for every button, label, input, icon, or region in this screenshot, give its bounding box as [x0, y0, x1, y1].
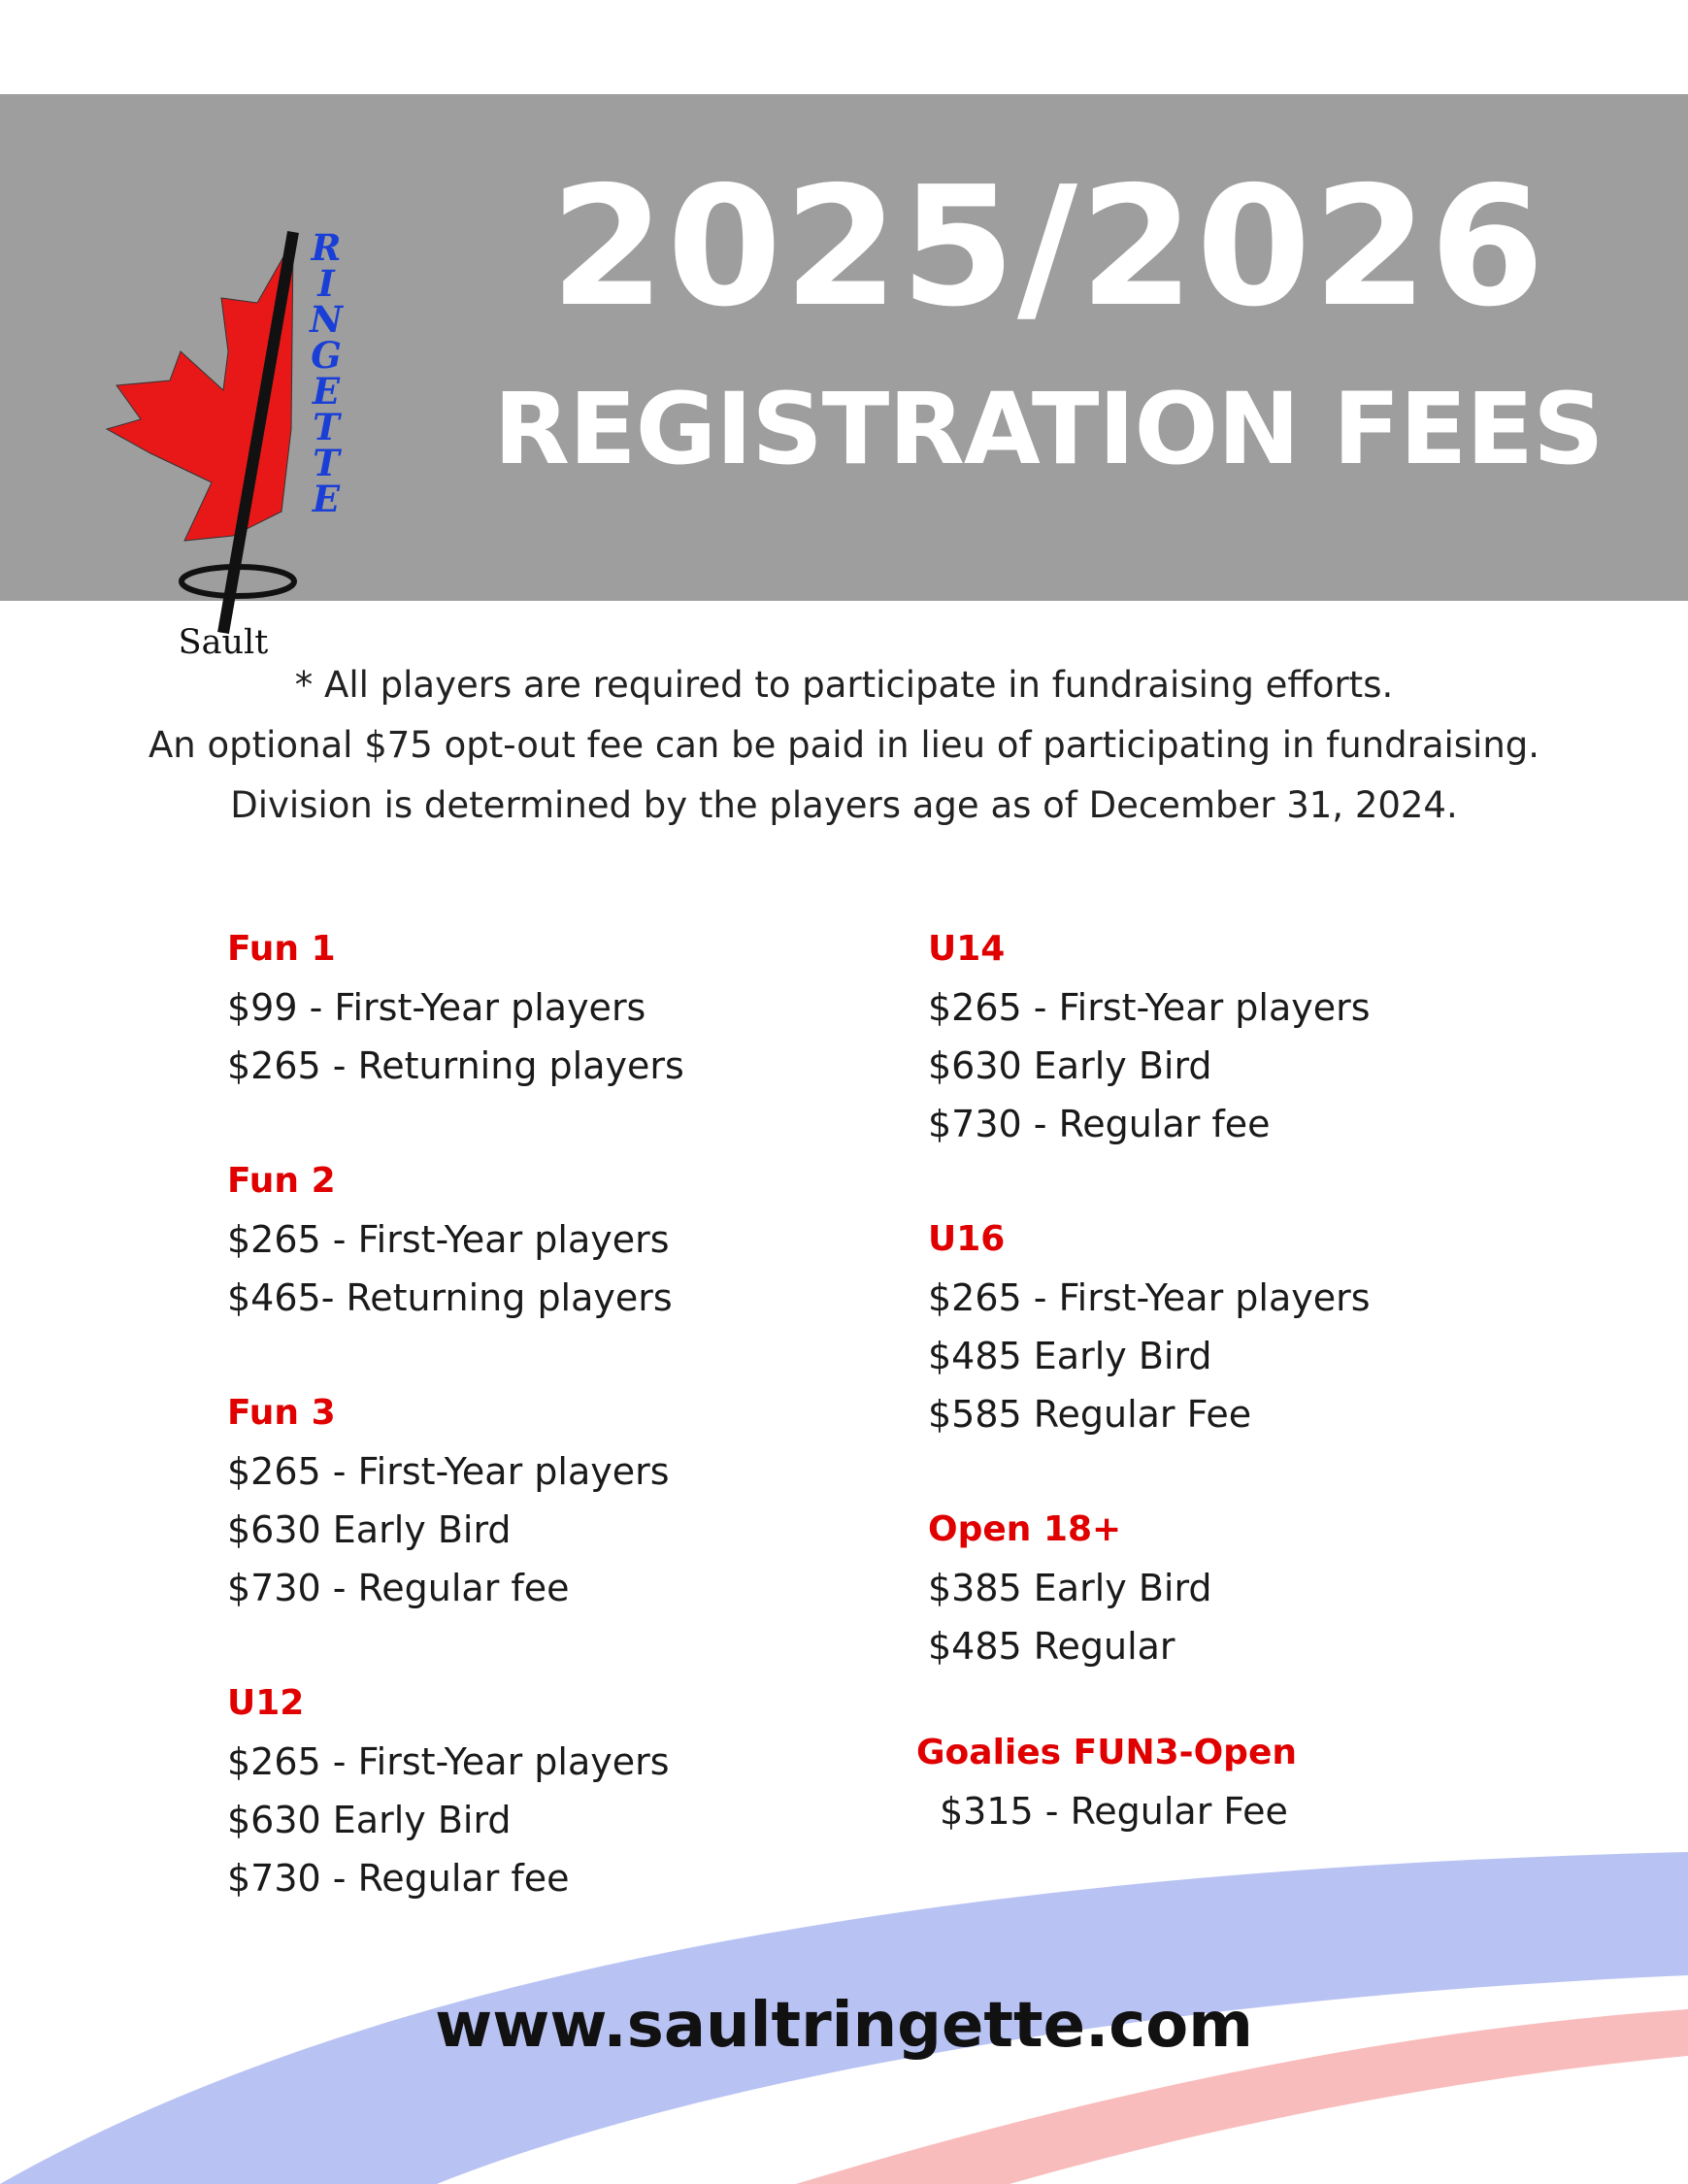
note-line: * All players are required to participate in fundraising efforts.: [294, 664, 1394, 706]
fee-line: $465- Returning players: [227, 1276, 673, 1319]
fee-line: $265 - First-Year players: [928, 986, 1371, 1029]
logo-letter: I: [317, 262, 335, 305]
season-title: 2025/2026: [549, 151, 1547, 344]
fee-line: $630 Early Bird: [928, 1044, 1212, 1087]
division-name: Fun 3: [227, 1393, 336, 1433]
divisions-right-column: [928, 920, 1371, 1733]
division-name: U12: [227, 1683, 305, 1723]
division-name: Open 18+: [928, 1509, 1122, 1549]
logo-letter: T: [313, 406, 340, 448]
division-name: Fun 2: [227, 1161, 336, 1201]
division-name: U16: [928, 1219, 1006, 1259]
division-name: U14: [928, 929, 1006, 969]
division-fun3: [227, 1384, 684, 1617]
division-open18: [928, 1501, 1371, 1675]
fee-line: $265 - First-Year players: [227, 1740, 670, 1783]
fee-line: $485 Early Bird: [928, 1335, 1212, 1377]
division-name: Goalies FUN3-Open: [916, 1733, 1297, 1772]
logo-letter: G: [311, 334, 342, 377]
divisions-left-column: [227, 920, 684, 1965]
logo-letter: N: [310, 298, 343, 341]
fee-line: $630 Early Bird: [227, 1799, 512, 1841]
division-fun1: [227, 920, 684, 1095]
logo-letter: E: [312, 370, 341, 413]
fee-line: $99 - First-Year players: [227, 986, 646, 1029]
division-goalies: [916, 1724, 1297, 1840]
note-line: Division is determined by the players age as of December 31, 2024.: [230, 784, 1458, 826]
division-u12: [227, 1674, 684, 1907]
logo-letter: E: [312, 478, 341, 520]
logo-letter: T: [313, 442, 340, 484]
fee-line: $385 Early Bird: [928, 1567, 1212, 1609]
fee-line: $265 - First-Year players: [227, 1218, 670, 1261]
logo-letter: R: [311, 226, 342, 269]
fee-line: $585 Regular Fee: [928, 1393, 1252, 1436]
page-title: REGISTRATION FEES: [493, 372, 1604, 487]
fee-line: $315 - Regular Fee: [940, 1790, 1288, 1833]
fee-line: $265 - First-Year players: [928, 1276, 1371, 1319]
fee-line: $730 - Regular fee: [227, 1567, 570, 1609]
sault-ringette-logo: [87, 220, 369, 677]
fee-line: $630 Early Bird: [227, 1508, 512, 1551]
division-fun2: [227, 1152, 684, 1327]
fee-line: $485 Regular: [928, 1625, 1175, 1668]
note-line: An optional $75 opt-out fee can be paid in lieu of participating in fundraising.: [148, 724, 1540, 766]
notes: [0, 655, 1688, 836]
logo-city: Sault: [178, 623, 269, 662]
division-name: Fun 1: [227, 929, 336, 969]
division-u16: [928, 1210, 1371, 1443]
fee-line: $265 - First-Year players: [227, 1450, 670, 1493]
fee-line: $730 - Regular fee: [227, 1857, 570, 1900]
fee-line: $265 - Returning players: [227, 1044, 684, 1087]
division-u14: [928, 920, 1371, 1153]
fee-line: $730 - Regular fee: [928, 1103, 1271, 1145]
website-link[interactable]: www.saultringette.com: [435, 1990, 1253, 2062]
